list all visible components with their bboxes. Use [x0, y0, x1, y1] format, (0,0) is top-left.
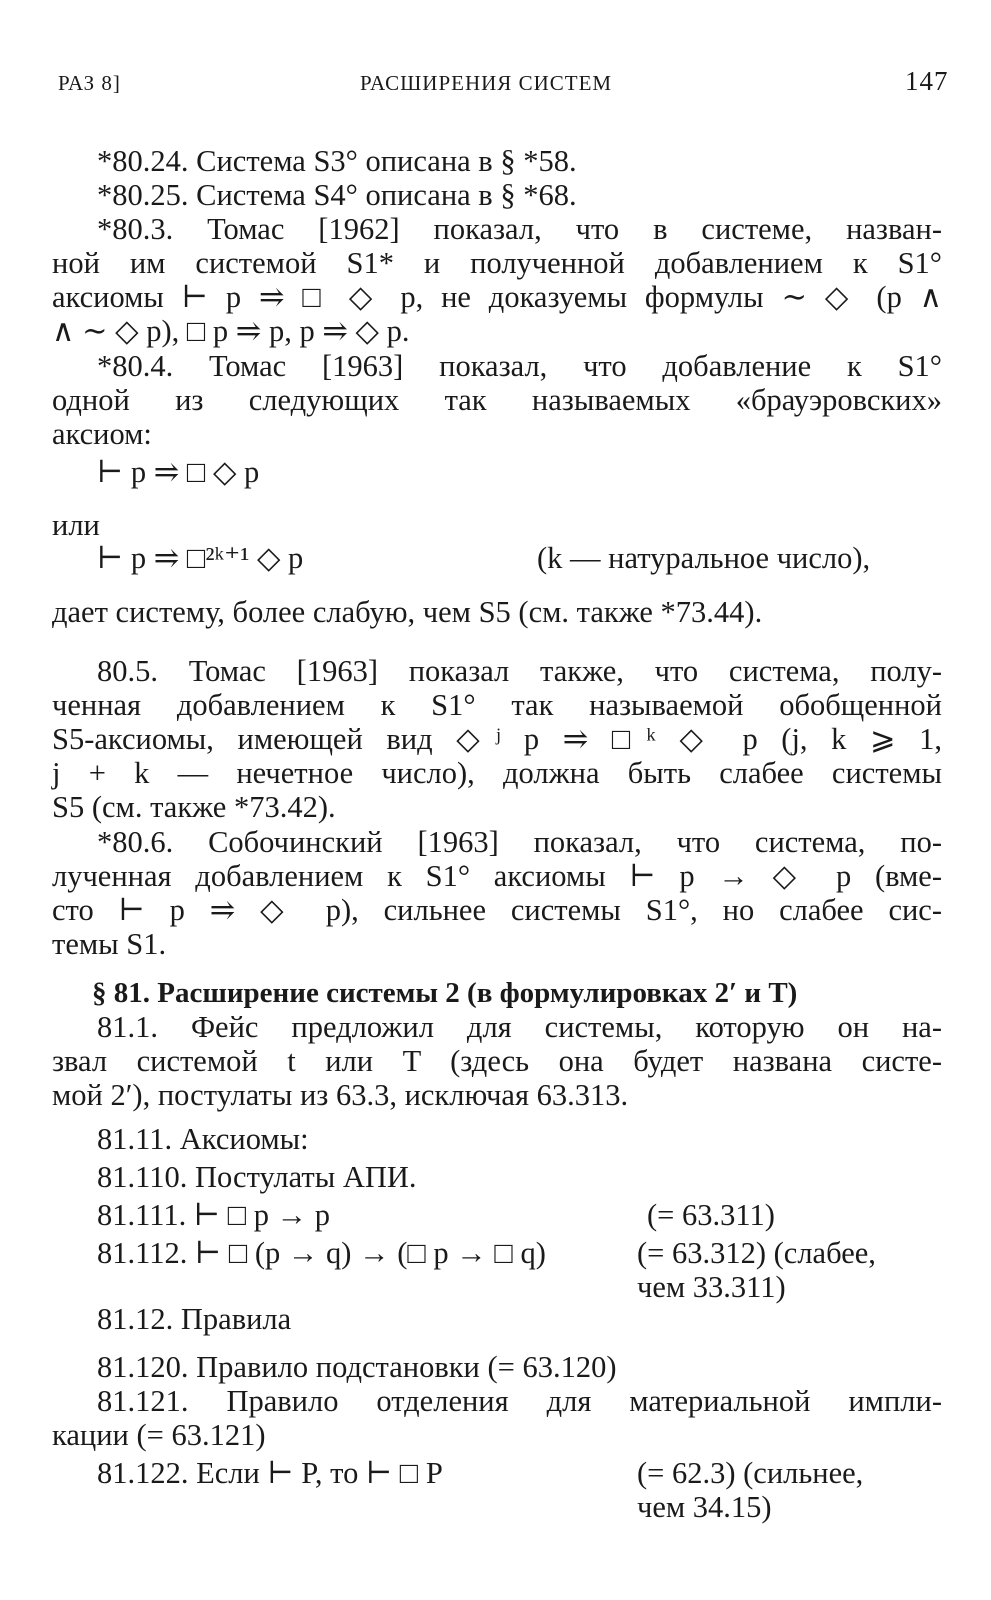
item-text: 81.122. Если ⊢ P, то ⊢ □ P	[97, 1456, 443, 1490]
paragraph-80-4	[52, 349, 942, 451]
item-81-110	[52, 1160, 942, 1194]
paragraph-81-1	[52, 1010, 942, 1112]
paragraph-line: кации (= 63.121)	[52, 1418, 266, 1452]
paragraph-80-25	[52, 178, 942, 212]
paragraph-line: одной из следующих так называемых «брауэровских»	[52, 383, 942, 417]
paragraph-line: 80.5. Томас [1963] показал также, что система, полу-	[97, 654, 942, 688]
item-81-122-cont	[52, 1490, 942, 1524]
formula-note: (k — натуральное число),	[537, 541, 871, 575]
paragraph-line: 81.121. Правило отделения для материальной импли-	[97, 1384, 942, 1418]
paragraph-text: *80.25. Система S4° описана в § *68.	[97, 178, 577, 212]
item-81-12	[52, 1302, 942, 1336]
item-81-121	[52, 1384, 942, 1452]
header-title: РАСШИРЕНИЯ СИСТЕМ	[360, 71, 613, 95]
item-81-120	[52, 1350, 942, 1384]
item-text: 81.111. ⊢ □ p → p	[97, 1198, 331, 1232]
paragraph-line: дает систему, более слабую, чем S5 (см. также *73.44).	[52, 595, 763, 629]
paragraph-line: S5-аксиомы, имеющей вид ◇ʲ p ⥤ □ᵏ ◇ p (j, k ⩾ 1,	[52, 722, 942, 756]
formula-brouwer-2	[52, 541, 942, 575]
item-81-11	[52, 1122, 942, 1156]
item-reference: (= 62.3) (сильнее,	[637, 1456, 864, 1490]
item-81-112-cont	[52, 1270, 942, 1304]
paragraph-text: *80.24. Система S3° описана в § *58.	[97, 144, 577, 178]
paragraph-line: аксиомы ⊢ p ⥤ □ ◇ p, не доказуемы формулы ∼ ◇ (p ∧	[52, 280, 942, 314]
paragraph-80-4-end	[52, 595, 942, 629]
item-81-122	[52, 1456, 942, 1490]
item-81-112	[52, 1236, 942, 1270]
formula-brouwer-1	[52, 455, 942, 489]
connective-text: или	[52, 508, 100, 542]
paragraph-line: S5 (см. также *73.42).	[52, 790, 336, 824]
paragraph-line: *80.3. Томас [1962] показал, что в системе, назван-	[97, 212, 942, 246]
page-number: 147	[905, 66, 949, 96]
item-text: 81.12. Правила	[97, 1302, 292, 1336]
paragraph-line: *80.4. Томас [1963] показал, что добавление к S1°	[97, 349, 942, 383]
paragraph-line: *80.6. Собочинский [1963] показал, что система, по-	[97, 825, 942, 859]
item-reference: чем 34.15)	[637, 1490, 772, 1524]
section-81-title	[52, 976, 942, 1010]
paragraph-line: ченная добавлением к S1° так называемой обобщенной	[52, 688, 942, 722]
paragraph-line: звал системой t или T (здесь она будет названа систе-	[52, 1044, 942, 1078]
item-81-111	[52, 1198, 942, 1232]
item-reference: (= 63.312) (слабее,	[637, 1236, 876, 1270]
paragraph-line: мой 2′), постулаты из 63.3, исключая 63.313.	[52, 1078, 629, 1112]
section-heading: § 81. Расширение системы 2 (в формулировках 2′ и T)	[92, 977, 798, 1009]
paragraph-line: ∧ ∼ ◇ p), □ p ⥤ p, p ⥤ ◇ p.	[52, 314, 410, 348]
item-text: 81.112. ⊢ □ (p → q) → (□ p → □ q)	[97, 1236, 546, 1270]
paragraph-line: j + k — нечетное число), должна быть слабее системы	[52, 756, 942, 790]
item-text: 81.11. Аксиомы:	[97, 1122, 309, 1156]
item-text: 81.110. Постулаты АПИ.	[97, 1160, 417, 1194]
paragraph-80-6	[52, 825, 942, 961]
paragraph-line: ной им системой S1* и полученной добавлением к S1°	[52, 246, 942, 280]
paragraph-line: сто ⊢ p ⥤ ◇ p), сильнее системы S1°, но слабее сис-	[52, 893, 942, 927]
paragraph-line: лученная добавлением к S1° аксиомы ⊢ p → ◇ p (вме-	[52, 859, 942, 893]
paragraph-line: аксиом:	[52, 417, 152, 451]
formula: ⊢ p ⥤ □²ᵏ⁺¹ ◇ p	[97, 541, 304, 575]
formula: ⊢ p ⥤ □ ◇ p	[97, 455, 260, 489]
item-reference: чем 33.311)	[637, 1270, 786, 1304]
paragraph-80-3	[52, 212, 942, 348]
item-text: 81.120. Правило подстановки (= 63.120)	[97, 1350, 617, 1384]
paragraph-line: 81.1. Фейс предложил для системы, которую он на-	[97, 1010, 942, 1044]
item-reference: (= 63.311)	[647, 1198, 775, 1232]
paragraph-line: темы S1.	[52, 927, 167, 961]
page-header	[0, 60, 991, 96]
header-chapter: РАЗ 8]	[58, 71, 121, 95]
paragraph-80-5	[52, 654, 942, 824]
paragraph-80-24	[52, 144, 942, 178]
or-word	[52, 508, 942, 542]
